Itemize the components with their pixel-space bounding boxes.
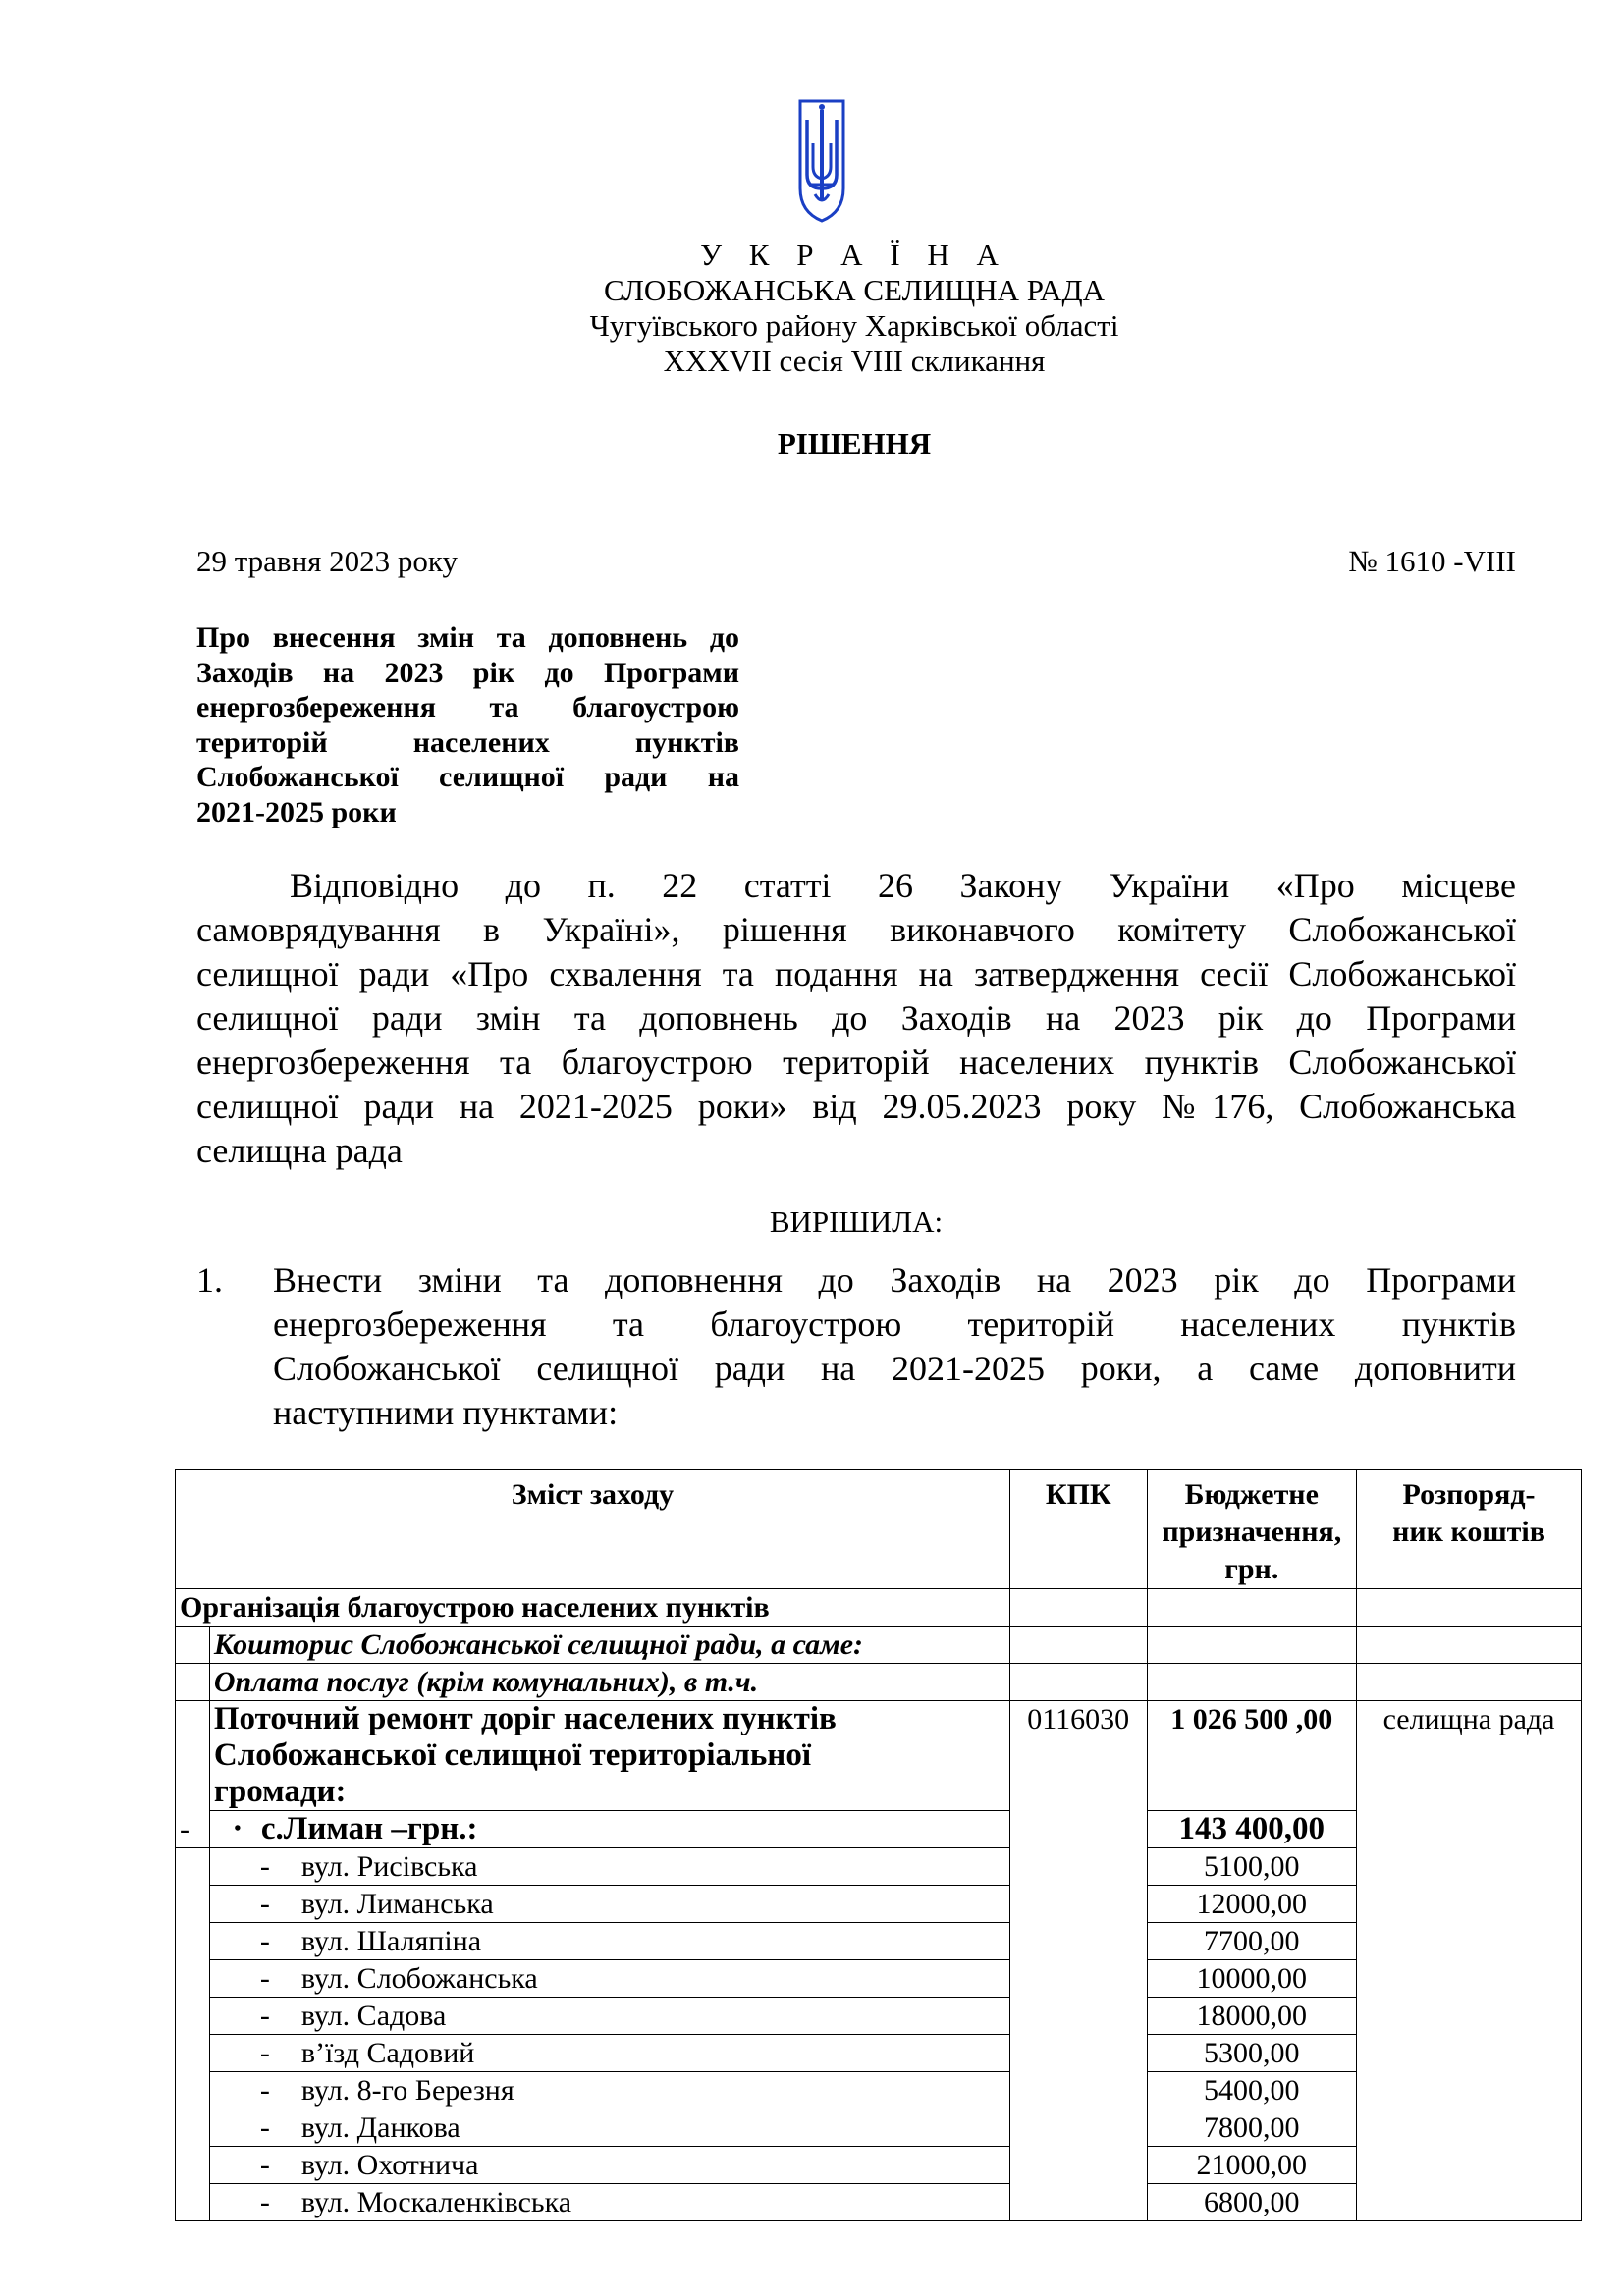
decision-item [196,1258,1516,1435]
preamble-line: селищної ради «Про схвалення та подання на затвердження сесії Слобожанської [196,954,1516,993]
street-name: вул. Шаляпіна [300,1925,482,1957]
manager-cell: селищна рада [1357,1701,1582,2221]
item-number: 1. [196,1260,223,1300]
empty-cell [1009,1589,1147,1627]
subject-line: 2021-2025 роки [196,795,397,828]
street-name: вул. Садова [300,2000,447,2032]
street-dash: - [259,2149,270,2181]
subject-line: Про внесення змін та доповнень до [196,621,739,654]
table-header-row [176,1470,1582,1589]
header-manager-line: Розпоряд- [1402,1478,1536,1511]
empty-cell [176,1627,210,1664]
table-row [176,1664,1582,1701]
street-name: вул. Рисівська [300,1850,478,1883]
street-dash: - [259,2000,270,2032]
table-row [176,1589,1582,1627]
preamble-line: селищної ради на 2021-2025 роки» від 29.05.2023 року №176, Слобожанська [196,1087,1516,1126]
empty-cell [1009,1627,1147,1664]
street-cell [209,1998,1009,2035]
village-amount: 143 400,00 [1147,1811,1357,1848]
preamble-line: енергозбереження та благоустрою територій населених пунктів Слобожанської [196,1042,1516,1082]
empty-cell [1357,1627,1582,1664]
street-name: вул. Охотнича [300,2149,479,2181]
decision-title: РІШЕННЯ [777,426,932,460]
street-name: вул. 8-го Березня [300,2074,514,2107]
preamble-line: селищної ради змін та доповнень до Заходів на 2023 рік до Програми [196,998,1516,1038]
street-amount: 6800,00 [1147,2184,1357,2221]
empty-cell [1147,1664,1357,1701]
street-cell [209,1886,1009,1923]
empty-cell [1357,1589,1582,1627]
header-content: Зміст заходу [176,1470,1010,1589]
item-line: Внести зміни та доповнення до Заходів на 2023 рік до Програми [273,1260,1516,1300]
empty-cell [176,1701,210,1811]
preamble-line: самоврядування в Україні», рішення виконавчого комітету Слобожанської [196,910,1516,949]
coat-of-arms-icon [797,98,846,224]
street-amount: 5100,00 [1147,1848,1357,1886]
village-name: с.Лиман –грн.: [260,1811,478,1846]
empty-cell [176,1664,210,1701]
payment-cell: Оплата послуг (крім комунальних), в т.ч. [209,1664,1009,1701]
street-dash: - [259,1962,270,1995]
street-dash: - [259,2186,270,2218]
session-name: XXXVII сесія VIII скликання [663,344,1046,378]
repair-line: Поточний ремонт доріг населених пунктів [213,1701,837,1736]
street-name: вул. Слобожанська [300,1962,538,1995]
decision-date: 29 травня 2023 року [196,544,459,578]
street-dash: - [259,2074,270,2107]
empty-cell [176,1848,210,2221]
item-line: Слобожанської селищної ради на 2021-2025 роки, а саме доповнити [273,1349,1516,1388]
street-dash: - [259,1888,270,1920]
street-dash: - [259,2037,270,2069]
section-cell: Організація благоустрою населених пунктів [176,1589,1010,1627]
street-dash: - [259,2111,270,2144]
street-amount: 10000,00 [1147,1960,1357,1998]
street-amount: 5300,00 [1147,2035,1357,2072]
header-budget-line: грн. [1224,1553,1279,1585]
street-name: вул. Данкова [300,2111,460,2144]
preamble-line: Відповідно до п. 22 статті 26 Закону України «Про місцеве [290,866,1516,905]
street-cell [209,2072,1009,2109]
empty-cell [1009,1664,1147,1701]
item-line: енергозбереження та благоустрою територій населених пунктів [273,1305,1516,1344]
measures-table [175,1469,1582,2221]
country-name: У К Р А Ї Н А [700,238,1008,272]
estimate-cell: Кошторис Слобожанської селищної ради, а саме: [209,1627,1009,1664]
item-line: наступними пунктами: [273,1393,619,1432]
repair-line: громади: [213,1774,347,1809]
street-cell [209,1848,1009,1886]
header-manager [1357,1470,1582,1589]
empty-cell [1147,1589,1357,1627]
table-row [176,1627,1582,1664]
street-name: вул. Москаленківська [300,2186,572,2218]
street-amount: 21000,00 [1147,2147,1357,2184]
subject-line: енергозбереження та благоустрою [196,691,739,723]
decision-number: № 1610 -VIII [1348,544,1516,578]
repair-line: Слобожанської селищної територіальної [213,1737,811,1773]
council-name: СЛОБОЖАНСЬКА СЕЛИЩНА РАДА [604,273,1105,307]
empty-cell [1357,1664,1582,1701]
repair-cell [209,1701,1009,1811]
preamble [196,864,1516,1173]
repair-amount: 1 026 500 ,00 [1147,1701,1357,1811]
street-cell [209,2109,1009,2147]
empty-cell [1147,1627,1357,1664]
subject-line: Заходів на 2023 рік до Програми [196,656,739,689]
street-cell [209,1923,1009,1960]
village-dash: - [176,1811,210,1848]
street-amount: 12000,00 [1147,1886,1357,1923]
header-budget [1147,1470,1357,1589]
header-budget-line: призначення, [1162,1516,1342,1548]
street-dash: - [259,1850,270,1883]
street-cell [209,2035,1009,2072]
header-manager-line: ник коштів [1392,1516,1545,1548]
kpk-cell: 0116030 [1009,1701,1147,2221]
subject-line: Слобожанської селищної ради на [196,761,739,793]
street-cell [209,2147,1009,2184]
street-name: вул. Лиманська [300,1888,494,1920]
street-amount: 7800,00 [1147,2109,1357,2147]
street-cell [209,1960,1009,1998]
street-name: в’їзд Садовий [300,2037,475,2069]
header-budget-line: Бюджетне [1184,1478,1319,1511]
table-row [176,1701,1582,1811]
subject-line: територій населених пунктів [196,725,739,759]
header-kpk: КПК [1009,1470,1147,1589]
bullet-icon: • [234,1818,242,1840]
decision-subject [196,620,739,829]
preamble-line: селищна рада [196,1131,403,1170]
resolved-heading: ВИРІШИЛА: [769,1204,944,1239]
region-name: Чугуївського району Харківської області [589,308,1119,343]
street-amount: 5400,00 [1147,2072,1357,2109]
street-amount: 18000,00 [1147,1998,1357,2035]
street-cell [209,2184,1009,2221]
document-header [0,238,1624,379]
village-cell [209,1811,1009,1848]
street-amount: 7700,00 [1147,1923,1357,1960]
street-dash: - [259,1925,270,1957]
